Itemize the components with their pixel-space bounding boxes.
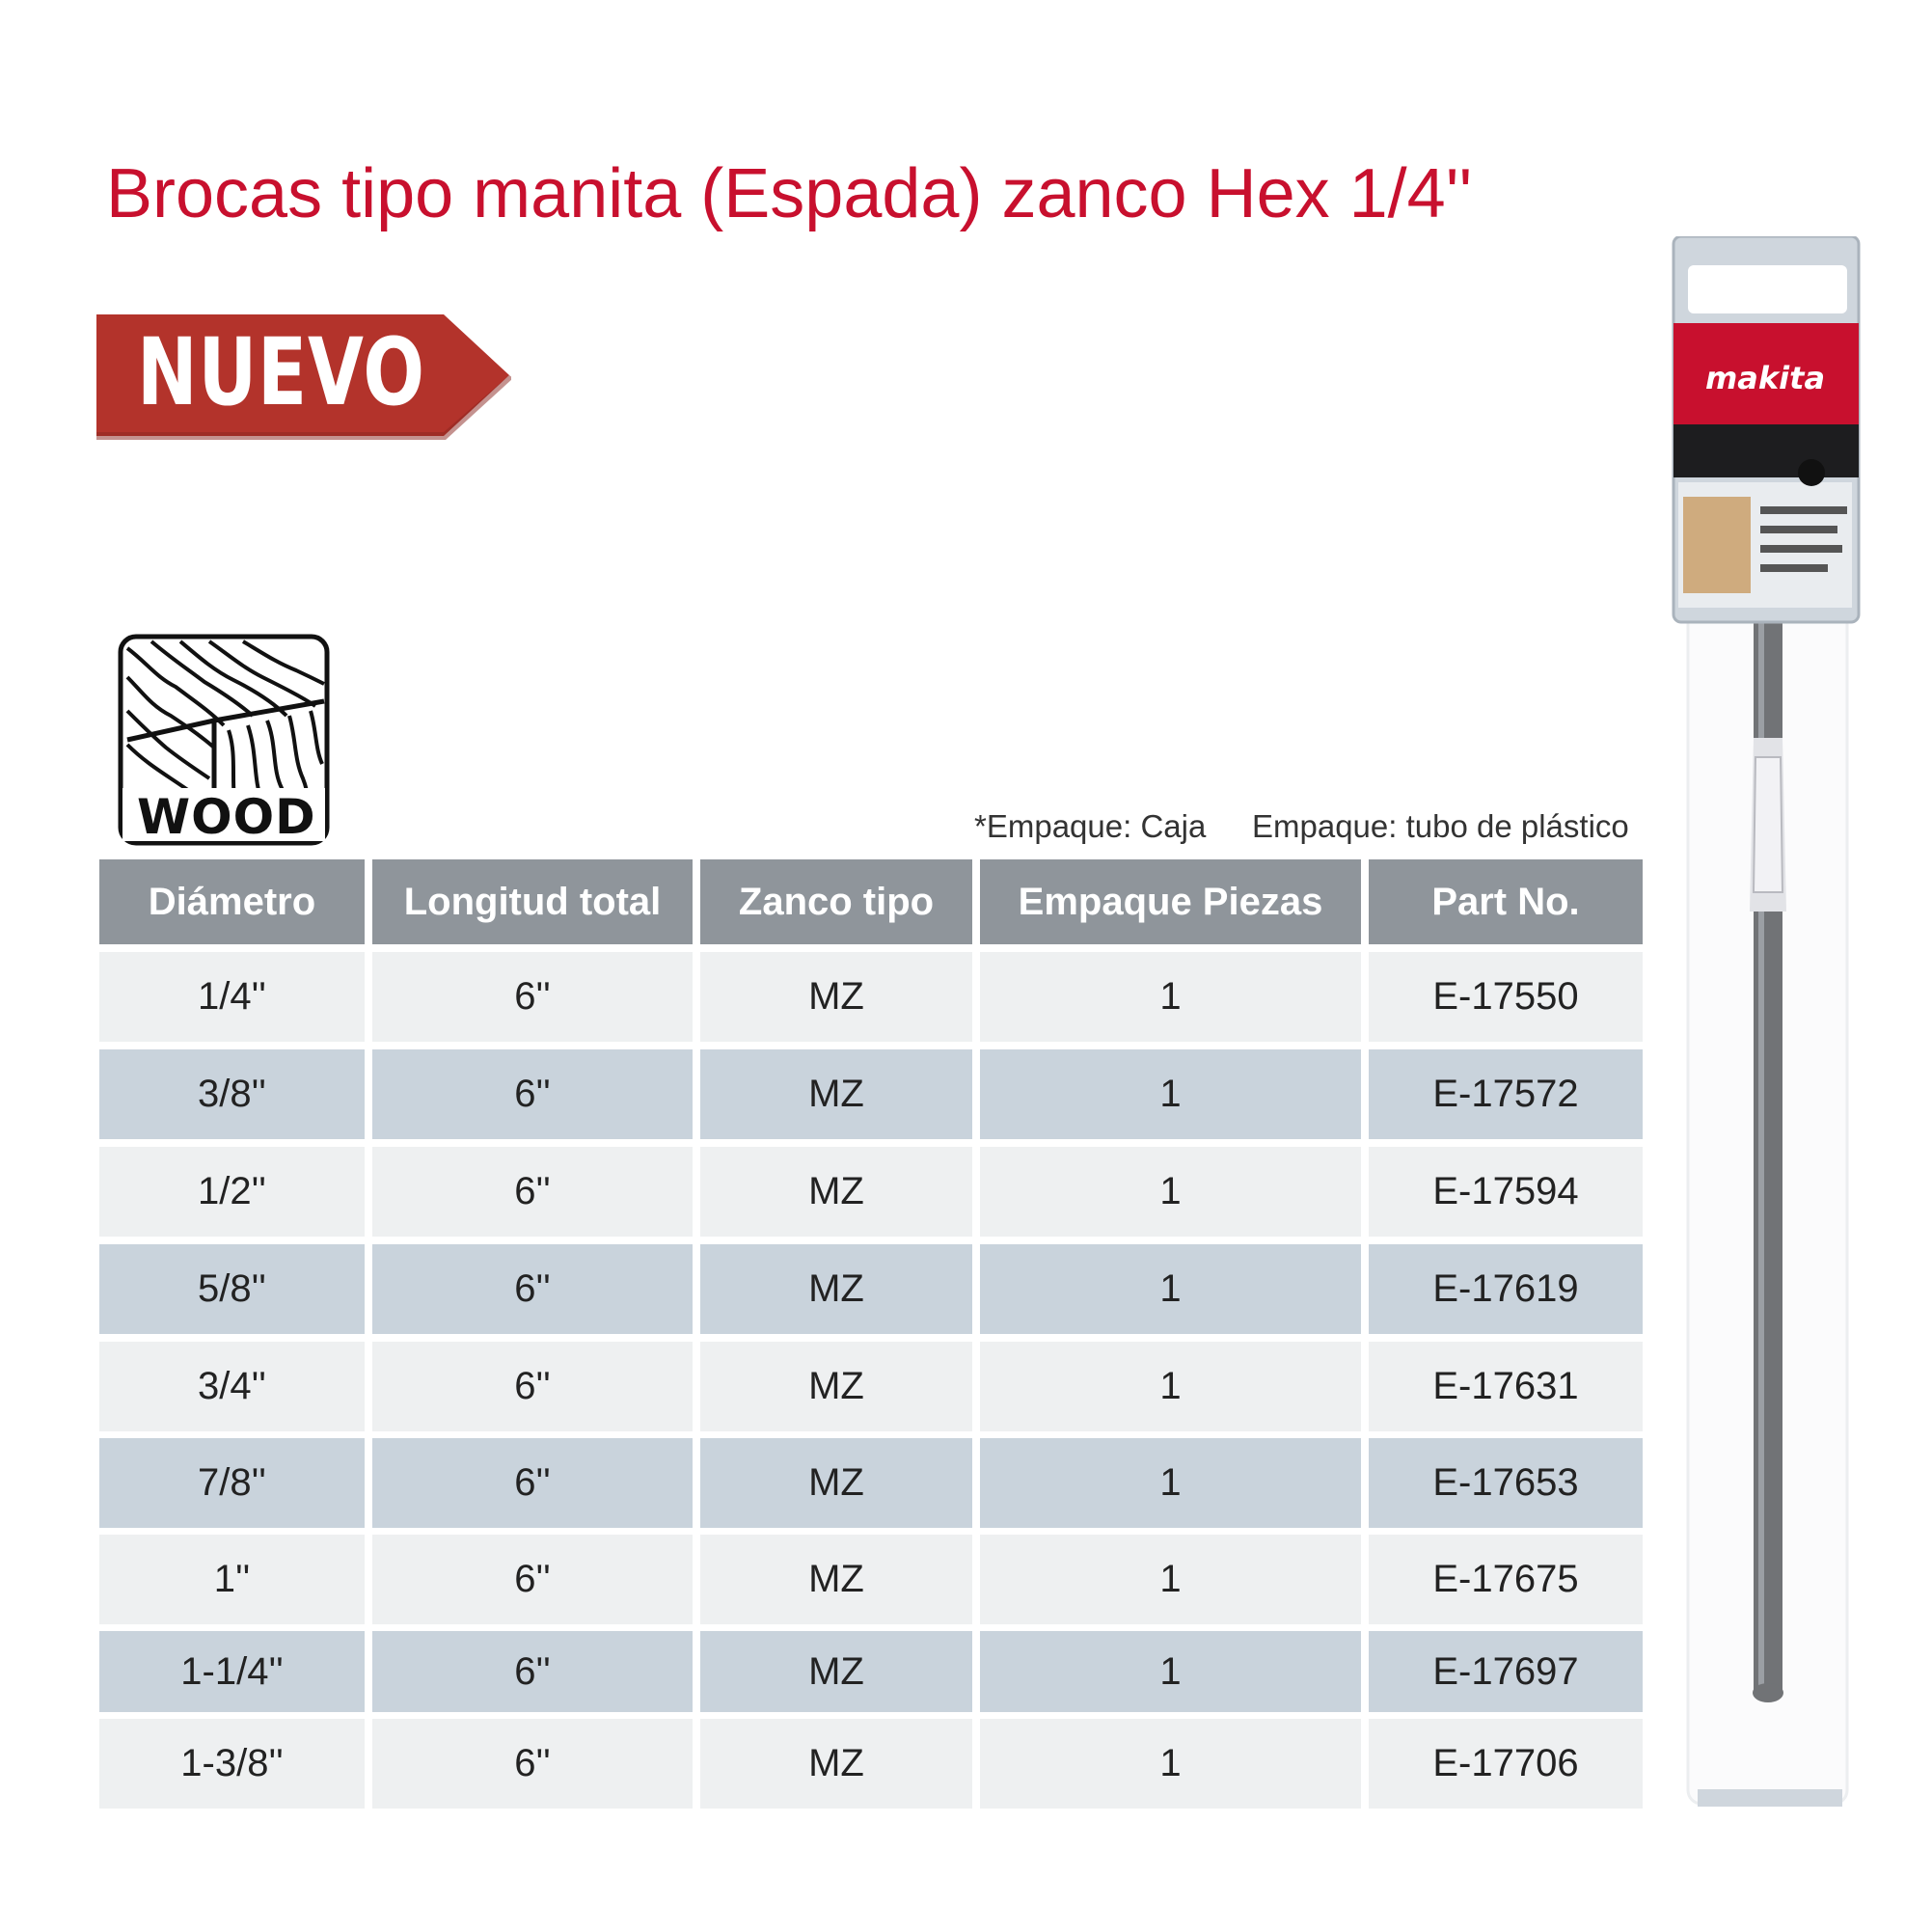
cell-package-pieces: 1 bbox=[980, 1535, 1361, 1624]
table-row bbox=[99, 1244, 1643, 1334]
cell-shank-type: MZ bbox=[700, 1147, 972, 1237]
cell-total-length: 6'' bbox=[372, 1438, 693, 1528]
cell-diameter: 1'' bbox=[99, 1535, 365, 1624]
cell-total-length: 6'' bbox=[372, 1147, 693, 1237]
cell-package-pieces: 1 bbox=[980, 1719, 1361, 1809]
cell-part-number: E-17675 bbox=[1369, 1535, 1643, 1624]
cell-part-number: E-17619 bbox=[1369, 1244, 1643, 1334]
header-diameter: Diámetro bbox=[99, 859, 365, 944]
cell-shank-type: MZ bbox=[700, 1342, 972, 1431]
cell-shank-type: MZ bbox=[700, 1631, 972, 1712]
cell-part-number: E-17653 bbox=[1369, 1438, 1643, 1528]
table-row bbox=[99, 1535, 1643, 1624]
cell-package-pieces: 1 bbox=[980, 952, 1361, 1042]
cell-total-length: 6'' bbox=[372, 952, 693, 1042]
table-row bbox=[99, 1147, 1643, 1237]
table-row bbox=[99, 1719, 1643, 1809]
cell-part-number: E-17594 bbox=[1369, 1147, 1643, 1237]
cell-shank-type: MZ bbox=[700, 1049, 972, 1139]
cell-package-pieces: 1 bbox=[980, 1147, 1361, 1237]
new-badge bbox=[96, 311, 511, 440]
cell-total-length: 6'' bbox=[372, 1535, 693, 1624]
cell-part-number: E-17550 bbox=[1369, 952, 1643, 1042]
cell-diameter: 1-3/8'' bbox=[99, 1719, 365, 1809]
table-row bbox=[99, 952, 1643, 1042]
cell-shank-type: MZ bbox=[700, 952, 972, 1042]
header-part-number: Part No. bbox=[1369, 859, 1643, 944]
header-shank-type: Zanco tipo bbox=[700, 859, 972, 944]
cell-shank-type: MZ bbox=[700, 1719, 972, 1809]
header-package-pieces: Empaque Piezas bbox=[980, 859, 1361, 944]
cell-package-pieces: 1 bbox=[980, 1438, 1361, 1528]
wood-label: WOOD bbox=[137, 789, 316, 845]
new-badge-label: NUEVO bbox=[137, 318, 425, 426]
table-row bbox=[99, 1631, 1643, 1712]
cell-diameter: 1/2'' bbox=[99, 1147, 365, 1237]
cell-part-number: E-17572 bbox=[1369, 1049, 1643, 1139]
table-row bbox=[99, 1438, 1643, 1528]
cell-diameter: 1/4'' bbox=[99, 952, 365, 1042]
cell-shank-type: MZ bbox=[700, 1244, 972, 1334]
packaging-note-tube: Empaque: tubo de plástico bbox=[1252, 808, 1629, 844]
cell-package-pieces: 1 bbox=[980, 1342, 1361, 1431]
cell-part-number: E-17706 bbox=[1369, 1719, 1643, 1809]
cell-shank-type: MZ bbox=[700, 1535, 972, 1624]
cell-total-length: 6'' bbox=[372, 1049, 693, 1139]
cell-diameter: 3/4'' bbox=[99, 1342, 365, 1431]
header-total-length: Longitud total bbox=[372, 859, 693, 944]
packaging-note-box: *Empaque: Caja bbox=[974, 808, 1207, 844]
cell-package-pieces: 1 bbox=[980, 1244, 1361, 1334]
cell-package-pieces: 1 bbox=[980, 1631, 1361, 1712]
cell-diameter: 5/8'' bbox=[99, 1244, 365, 1334]
cell-total-length: 6'' bbox=[372, 1719, 693, 1809]
table-row bbox=[99, 1342, 1643, 1431]
cell-part-number: E-17697 bbox=[1369, 1631, 1643, 1712]
table-header-row bbox=[99, 859, 1643, 944]
cell-diameter: 3/8'' bbox=[99, 1049, 365, 1139]
cell-part-number: E-17631 bbox=[1369, 1342, 1643, 1431]
cell-total-length: 6'' bbox=[372, 1342, 693, 1431]
cell-shank-type: MZ bbox=[700, 1438, 972, 1528]
cell-package-pieces: 1 bbox=[980, 1049, 1361, 1139]
cell-diameter: 7/8'' bbox=[99, 1438, 365, 1528]
product-brand: makita bbox=[1704, 360, 1826, 396]
page-title: Brocas tipo manita (Espada) zanco Hex 1/4'' bbox=[106, 155, 1473, 232]
table-row bbox=[99, 1049, 1643, 1139]
cell-diameter: 1-1/4'' bbox=[99, 1631, 365, 1712]
cell-total-length: 6'' bbox=[372, 1631, 693, 1712]
product-image bbox=[1669, 236, 1862, 1809]
cell-total-length: 6'' bbox=[372, 1244, 693, 1334]
